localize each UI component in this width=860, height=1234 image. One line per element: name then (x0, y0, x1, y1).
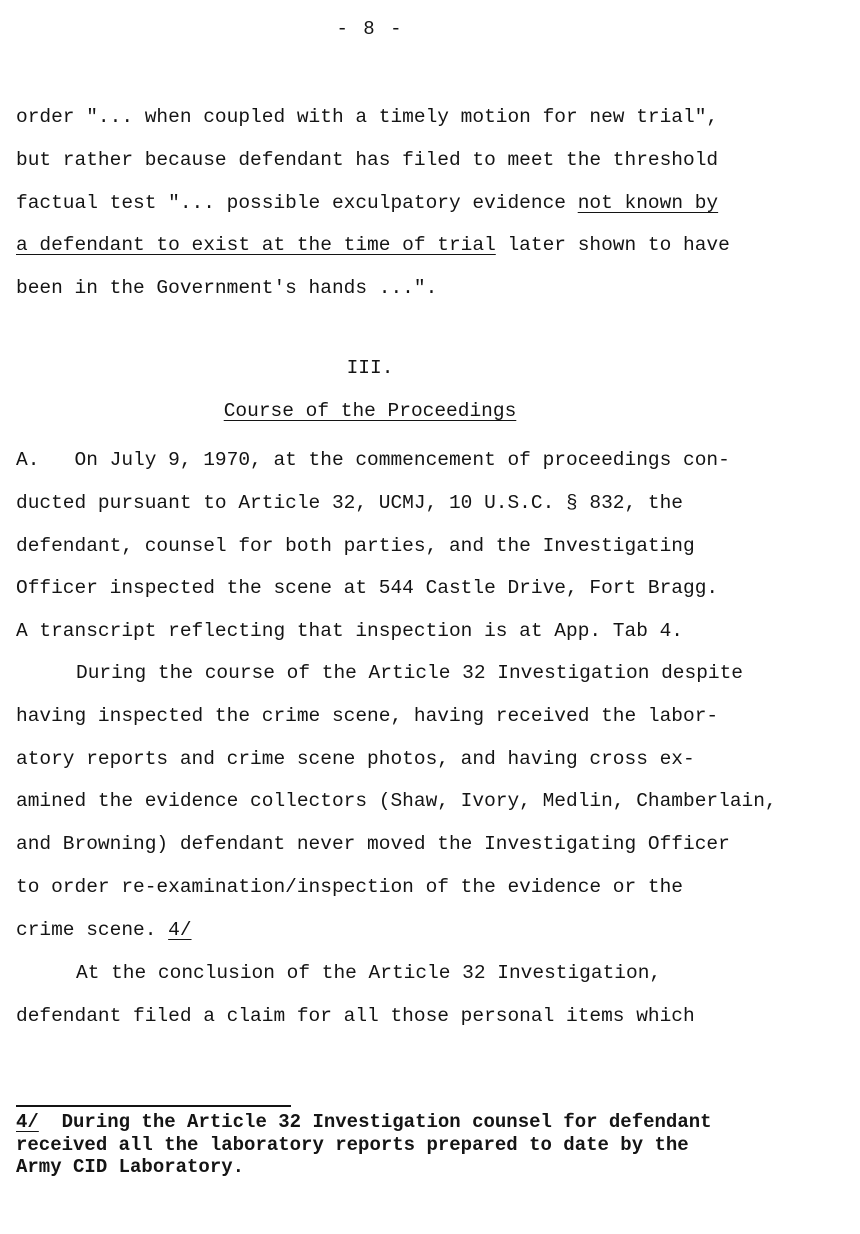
text-line (16, 695, 846, 738)
footnote-line (16, 1111, 816, 1134)
footnote-text: During the Article 32 Investigation counsel for defendant (38, 1111, 712, 1133)
body-text (16, 96, 846, 310)
paragraph-a (16, 439, 846, 653)
text-line (16, 610, 846, 653)
page-number: - 8 - (336, 18, 404, 40)
text-span: amined the evidence collectors (Shaw, Ivory, Medlin, Chamberlain, (16, 790, 777, 813)
text-line (16, 652, 846, 695)
text-span: defendant, counsel for both parties, and the Investigating (16, 534, 695, 557)
text-span: and Browning) defendant never moved the Investigating Officer (16, 833, 730, 856)
text-span: been in the Government's hands ...". (16, 277, 438, 300)
text-span: ducted pursuant to Article 32, UCMJ, 10 U.S.C. § 832, the (16, 491, 684, 514)
text-span: atory reports and crime scene photos, and having cross ex- (16, 747, 695, 770)
footnote-reference[interactable]: 4/ (168, 918, 192, 941)
text-line (16, 139, 846, 182)
underlined-text: a defendant to exist at the time of trial (16, 234, 496, 257)
text-span: crime scene. (16, 918, 169, 941)
text-span: but rather because defendant has filed to meet the threshold (16, 148, 719, 171)
text-span: A. On July 9, 1970, at the commencement of proceedings con- (16, 449, 730, 471)
section-title (0, 400, 740, 422)
text-line (16, 525, 846, 568)
paragraph-b (16, 652, 846, 952)
footnote-divider (16, 1105, 291, 1107)
continuation-paragraph (16, 96, 846, 310)
footnote (16, 1111, 816, 1179)
text-line (16, 182, 803, 225)
text-span: later shown to have (495, 234, 730, 257)
text-span: Officer inspected the scene at 544 Castle Drive, Fort Bragg. (16, 577, 719, 600)
text-line (16, 482, 846, 525)
text-line (16, 439, 846, 482)
text-span: At the conclusion of the Article 32 Investigation, (76, 962, 662, 984)
text-line (16, 267, 846, 310)
footnote-marker: 4/ (16, 1111, 39, 1133)
text-line (16, 952, 846, 995)
text-span: factual test "... possible exculpatory evidence (16, 191, 578, 214)
text-line (16, 780, 846, 823)
text-line (16, 866, 846, 909)
text-span: defendant filed a claim for all those personal items which (16, 1004, 695, 1027)
paragraph-c (16, 952, 846, 1038)
text-line (16, 738, 846, 781)
text-span: During the course of the Article 32 Investigation despite (76, 662, 744, 684)
text-line (16, 909, 846, 952)
text-span: to order re-examination/inspection of the evidence or the (16, 875, 684, 898)
text-line (16, 224, 846, 267)
footnote-line: Army CID Laboratory. (16, 1156, 245, 1178)
text-span: having inspected the crime scene, having received the labor- (16, 704, 719, 727)
section-title-text: Course of the Proceedings (223, 400, 517, 422)
section-numeral: III. (346, 357, 394, 379)
underlined-text: not known by (577, 191, 719, 214)
text-line (16, 567, 846, 610)
text-line (16, 823, 846, 866)
text-span: A transcript reflecting that inspection is at App. Tab 4. (16, 620, 684, 643)
text-span: order "... when coupled with a timely motion for new trial", (16, 106, 719, 128)
footnote-line: received all the laboratory reports prepared to date by the (16, 1133, 689, 1156)
text-line (16, 995, 846, 1038)
text-line (16, 96, 846, 139)
